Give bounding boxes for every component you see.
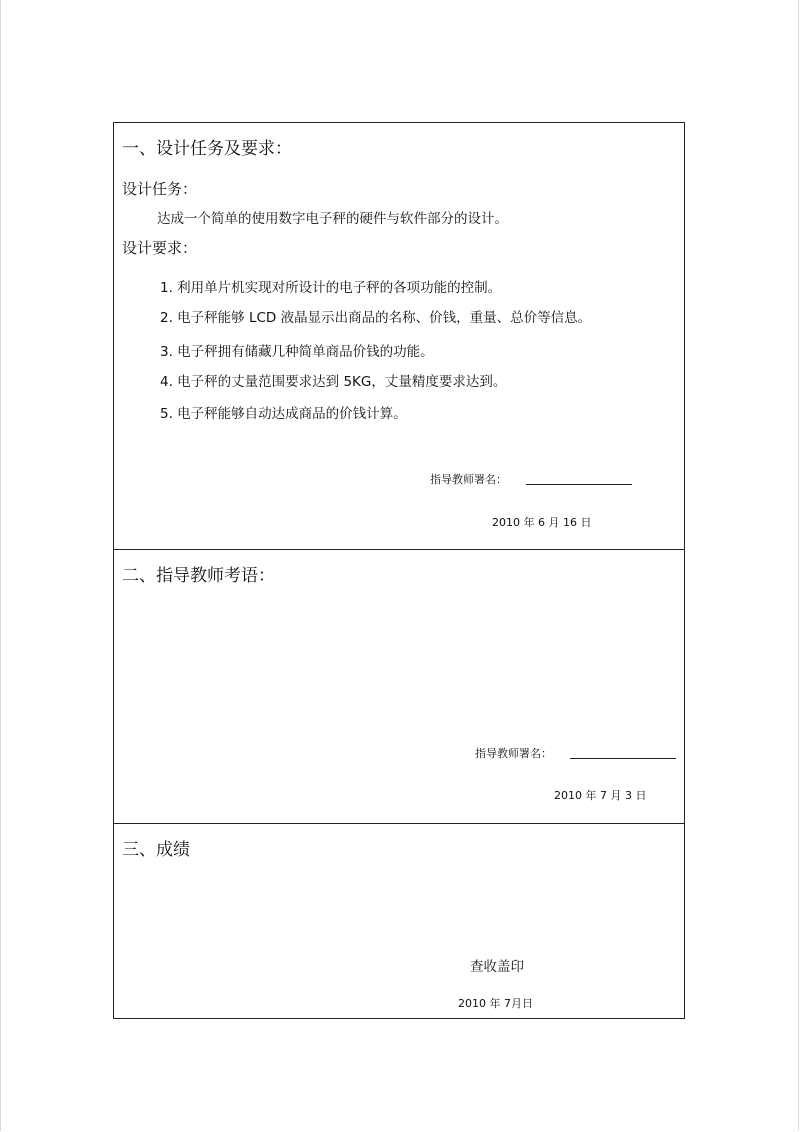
task-heading: 设计任务： [122, 180, 198, 198]
signature-label: 指导教师署名： [430, 473, 507, 486]
requirements-heading: 设计要求： [122, 239, 198, 257]
section-design-task [114, 123, 684, 550]
section-grade [114, 824, 684, 1020]
grade-date: 2010 年 7月日 [458, 997, 533, 1010]
signature-date: 2010 年 6 月 16 日 [492, 516, 592, 529]
section3-title: 三、成绩 [122, 840, 190, 860]
assessment-form [113, 122, 685, 1019]
requirement-item: 5. 电子秤能够自动达成商品的价钱计算。 [160, 406, 407, 422]
signature-line [526, 484, 632, 485]
requirement-item: 1. 利用单片机实现对所设计的电子秤的各项功能的控制。 [160, 280, 502, 296]
signature-date: 2010 年 7 月 3 日 [554, 789, 647, 802]
section-teacher-comments [114, 550, 684, 824]
stamp-label: 查收盖印 [470, 959, 524, 975]
signature-label: 指导教师署名： [475, 747, 552, 760]
task-text: 达成一个简单的使用数字电子秤的硬件与软件部分的设计。 [157, 211, 508, 227]
signature-line [570, 758, 676, 759]
requirement-item: 4. 电子秤的丈量范围要求达到 5KG，丈量精度要求达到。 [160, 374, 507, 390]
section2-title: 二、指导教师考语： [122, 566, 275, 586]
requirement-item: 2. 电子秤能够 LCD 液晶显示出商品的名称、价钱，重量、总价等信息。 [160, 310, 592, 326]
section1-title: 一、设计任务及要求： [122, 139, 292, 159]
requirement-item: 3. 电子秤拥有储藏几种简单商品价钱的功能。 [160, 344, 434, 360]
